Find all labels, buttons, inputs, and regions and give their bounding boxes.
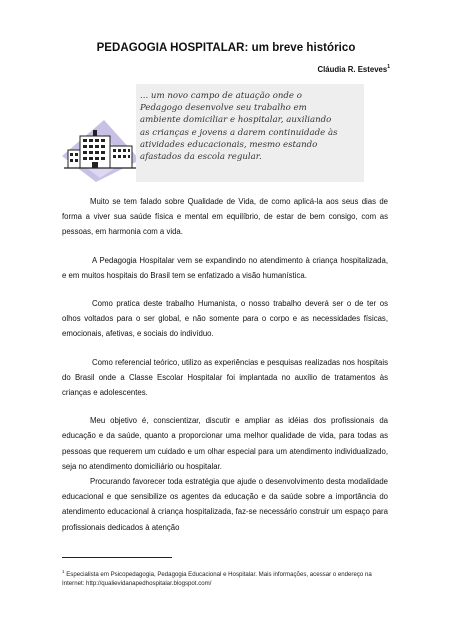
paragraph: Meu objetivo é, conscientizar, discutir e ampliar as idéias dos profissionais da educação e da saúde, quanto a proporcionar uma melhor qualidade de vida, para todas as pessoas que requerem um cuidado e um olhar especial para um atendimento individualizado, seja no atendimento domiciliário ou hospitalar.: [62, 416, 388, 471]
body-text: [62, 194, 388, 535]
paragraph: Como referencial teórico, utilizo as experiências e pesquisas realizadas nos hospitais do Brasil onde a Classe Escolar Hospitalar foi implantada no auxílio de tratamentos às crianças e adolescentes.: [62, 357, 388, 398]
author-name: Cláudia R. Esteves: [317, 65, 388, 74]
footnote: [62, 568, 392, 588]
paragraph: Procurando favorecer toda estratégia que ajude o desenvolvimento desta modalidade educacional e que sensibilize os agentes da educação e da saúde sobre a importância do atendimento educacional à criança hospitalizada, faz-se necessário construir um espaço para profissionais dedicados à atenção: [62, 477, 388, 532]
epigraph-quote: ... um novo campo de atuação onde o Pedagogo desenvolve seu trabalho em ambiente domiciliar e hospitalar, auxiliando as crianças e jovens a darem continuidade às atividades educacionais, mesmo estando afastados da escola regular.: [140, 91, 338, 163]
paragraph: Muito se tem falado sobre Qualidade de Vida, de como aplicá-la aos seus dias de forma a viver sua saúde física e mental em equilíbrio, de estar de bem consigo, com as pessoas, em harmonia com a vida.: [62, 197, 388, 237]
paragraph: A Pedagogia Hospitalar vem se expandindo no atendimento à criança hospitalizada, e em muitos hospitais do Brasil tem se enfatizado a visão humanística.: [62, 255, 388, 280]
footnote-marker: 1: [62, 569, 65, 574]
author-footnote-marker: 1: [387, 64, 390, 70]
author-line: [317, 64, 390, 74]
footnote-text: Especialista em Psicopedagogia, Pedagogia Educacional e Hospitalar. Mais informações, acessar o endereço na Internet: http://qualievidanapedhospitalar.blogspot.com/: [62, 571, 372, 587]
document-title: PEDAGOGIA HOSPITALAR: um breve histórico: [96, 42, 356, 54]
paragraph: Como pratica deste trabalho Humanista, o nosso trabalho deverá ser o de ter os olhos voltados para o ser global, e não somente para o corpo e as necessidades físicas, emocionais, afetivas, e sociais do indivíduo.: [62, 299, 388, 339]
footnote-separator: [62, 557, 172, 558]
